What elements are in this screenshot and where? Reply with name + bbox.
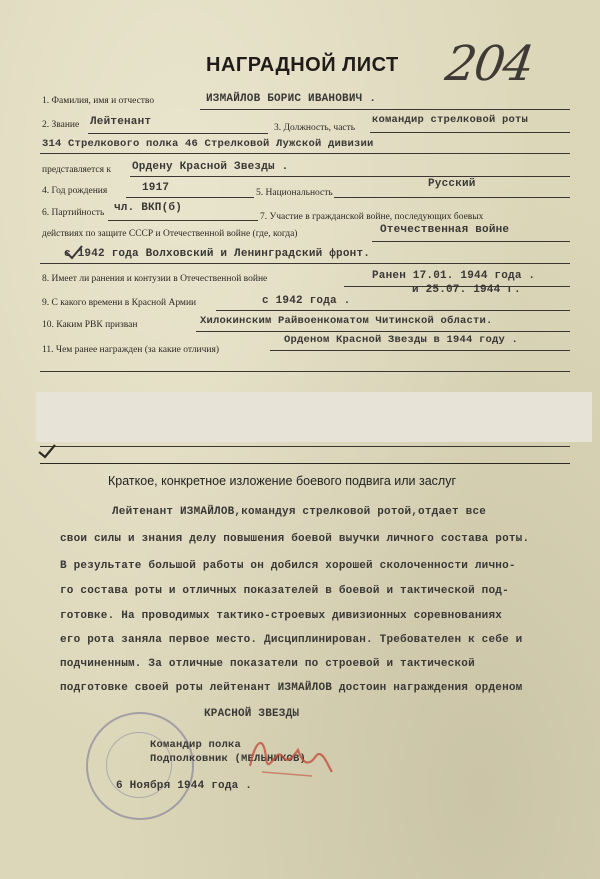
field-8-label: 8. Имеет ли ранения и контузии в Отечественной войне <box>42 274 268 284</box>
field-1-label: 1. Фамилия, имя и отчество <box>42 96 155 106</box>
check-mark-icon <box>36 442 58 460</box>
field-7-label: 7. Участие в гражданской войне, последующих боевых <box>260 212 484 222</box>
field-2-value: Лейтенант <box>90 116 152 128</box>
narrative-line: его рота заняла первое место. Дисциплинирован. Требователен к себе и <box>60 634 523 646</box>
field-10-label: 10. Каким РВК призван <box>42 320 138 330</box>
document-title: НАГРАДНОЙ ЛИСТ <box>206 54 399 76</box>
narrative-line: Лейтенант ИЗМАЙЛОВ,командуя стрелковой ротой,отдает все <box>112 506 487 518</box>
field-5-label: 5. Национальность <box>256 188 333 198</box>
signature-name: Подполковник (МЕЛЬНИКОВ) <box>150 753 307 765</box>
field-11-line <box>270 350 570 351</box>
narrative-line: подчиненным. За отличные показатели по строевой и тактической <box>60 658 475 670</box>
field-6-value: чл. ВКП(б) <box>114 202 183 214</box>
redaction-overlay <box>36 392 592 442</box>
field-5-value: Русский <box>428 178 476 190</box>
handwritten-number: 204 <box>442 36 536 92</box>
signature-title: Командир полка <box>150 739 242 751</box>
field-7-value: Отечественная войне <box>380 224 510 236</box>
round-stamp <box>86 712 194 820</box>
field-6-line <box>108 220 258 221</box>
field-8-value: Ранен 17.01. 1944 года . <box>372 270 536 282</box>
signature-date: 6 Ноября 1944 года . <box>116 780 253 792</box>
field-9-value: с 1942 года . <box>262 295 351 307</box>
field-1-value: ИЗМАЙЛОВ БОРИС ИВАНОВИЧ . <box>206 93 377 105</box>
presented-label: представляется к <box>42 165 111 175</box>
narrative-line: го состава роты и отличных показателей в боевой и тактической под- <box>60 585 509 597</box>
field-12-line-2 <box>40 463 570 464</box>
field-9-line <box>216 310 570 311</box>
field-3-line <box>370 132 570 133</box>
handwritten-signature <box>242 728 338 788</box>
field-11-label: 11. Чем ранее награжден (за какие отличия) <box>42 345 220 355</box>
narrative-line: КРАСНОЙ ЗВЕЗДЫ <box>204 708 300 720</box>
narrative-line: свои силы и знания делу повышения боевой выучки личного состава роты. <box>60 533 530 545</box>
field-3-value: командир стрелковой роты <box>372 114 529 126</box>
narrative-line: В результате большой работы он добился хорошей сколоченности лично- <box>60 560 516 572</box>
narrative-line: подготовке своей роты лейтенант ИЗМАЙЛОВ достоин награждения орденом <box>60 682 523 694</box>
field-3-label: 3. Должность, часть <box>274 123 356 133</box>
field-10-line <box>196 331 570 332</box>
presented-line <box>130 176 570 177</box>
field-2-label: 2. Звание <box>42 120 80 130</box>
field-7-label-cont: действиях по защите СССР и Отечественной войне (где, когда) <box>42 229 298 239</box>
field-11-value: Орденом Красной Звезды в 1944 году . <box>284 334 519 346</box>
field-4-value: 1917 <box>142 182 170 194</box>
field-5-line <box>334 197 570 198</box>
field-4-line <box>126 197 254 198</box>
field-2-line <box>88 133 268 134</box>
field-1-line <box>200 109 570 110</box>
check-mark-icon <box>64 244 84 262</box>
field-10-value: Хилокинским Райвоенкоматом Читинской области. <box>200 315 493 327</box>
field-4-label: 4. Год рождения <box>42 186 108 196</box>
field-3-line-2 <box>40 153 570 154</box>
narrative-line: готовке. На проводимых тактико-строевых дивизионных соревнованиях <box>60 610 503 622</box>
field-6-label: 6. Партийность <box>42 208 105 218</box>
field-7-line <box>372 241 570 242</box>
field-7-line-2 <box>40 263 570 264</box>
field-11-line-2 <box>40 371 570 372</box>
field-9-label: 9. С какого времени в Красной Армии <box>42 298 197 308</box>
field-3-value-cont: 314 Стрелкового полка 46 Стрелковой Лужской дивизии <box>42 138 374 150</box>
presented-value: Ордену Красной Звезды . <box>132 161 289 173</box>
field-7-value-cont: с 1942 года Волховский и Ленинградский фронт. <box>64 248 371 260</box>
field-8-value-cont: и 25.07. 1944 г. <box>412 284 521 296</box>
field-12-line <box>40 446 570 447</box>
section-heading: Краткое, конкретное изложение боевого подвига или заслуг <box>108 474 457 488</box>
